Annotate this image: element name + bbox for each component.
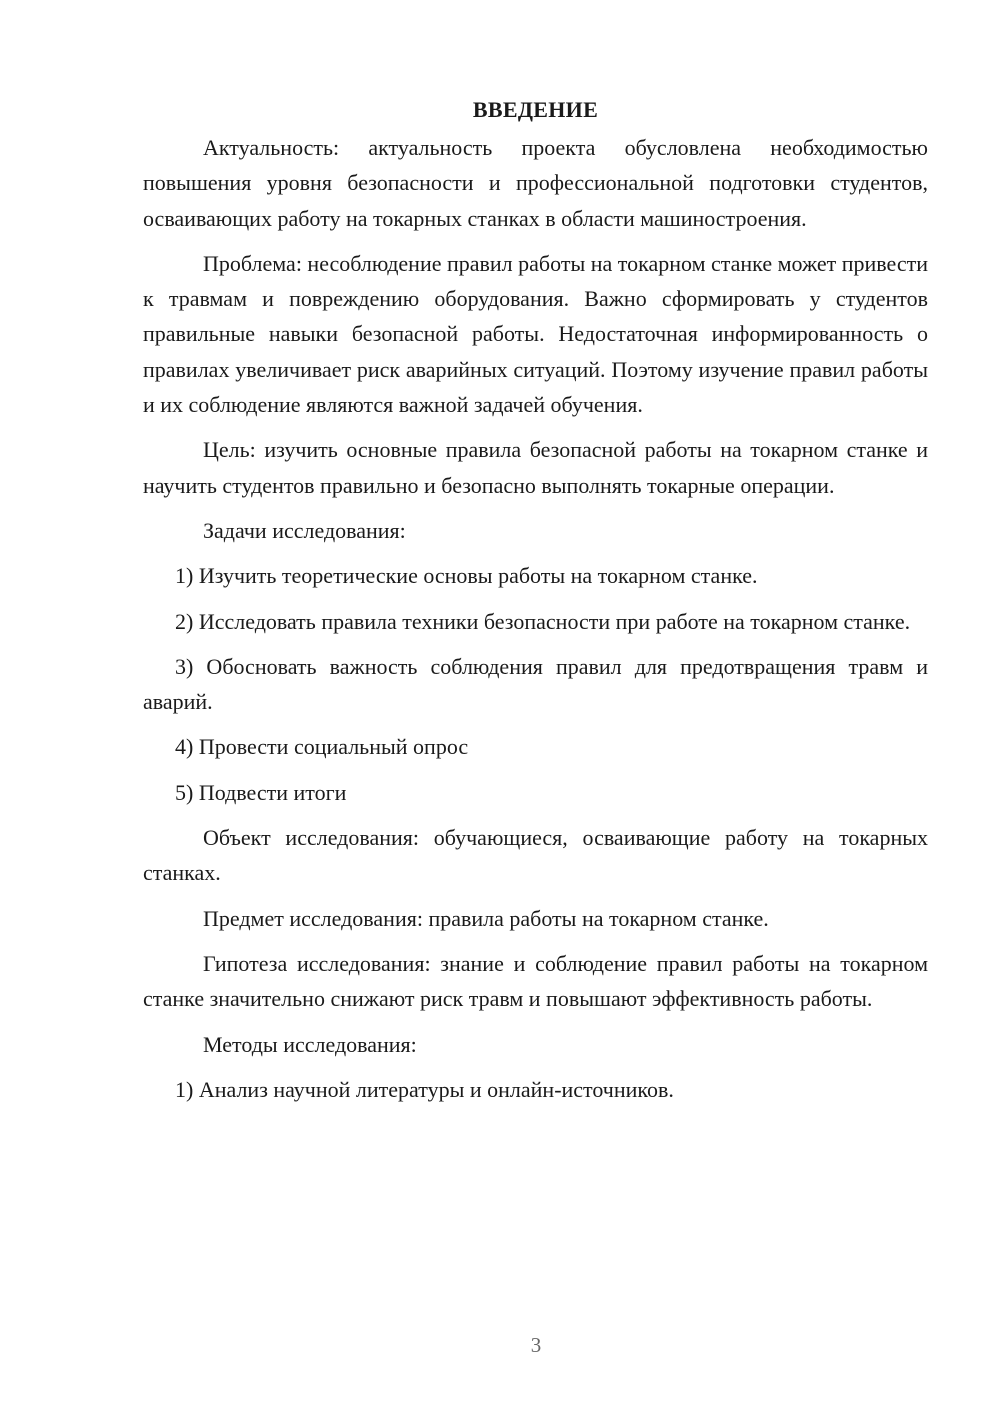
task-item-2: 2) Исследовать правила техники безопасности при работе на токарном станке. bbox=[175, 608, 911, 634]
paragraph-tasks-heading: Задачи исследования: bbox=[203, 517, 406, 543]
paragraph-hypothesis: Гипотеза исследования: знание и соблюдение правил работы на токарном станке значительно снижают риск травм и повышают эффективность работы. bbox=[143, 950, 928, 1012]
page-number: 3 bbox=[530, 1333, 542, 1357]
paragraph-methods-heading: Методы исследования: bbox=[203, 1031, 417, 1057]
task-item-1: 1) Изучить теоретические основы работы на токарном станке. bbox=[175, 563, 758, 589]
section-title: ВВЕДЕНИЕ bbox=[472, 97, 599, 122]
document-page bbox=[143, 92, 928, 1117]
method-item-1: 1) Анализ научной литературы и онлайн-источников. bbox=[175, 1076, 674, 1102]
task-item-4: 4) Провести социальный опрос bbox=[175, 734, 469, 760]
paragraph-object: Объект исследования: обучающиеся, осваивающие работу на токарных станках. bbox=[143, 825, 928, 886]
paragraph-relevance: Актуальность: актуальность проекта обусловлена необходимостью повышения уровня безопасности и профессиональной подготовки студентов, осваивающих работу на токарных станках в области машиностроения. bbox=[143, 135, 928, 231]
paragraph-subject: Предмет исследования: правила работы на токарном станке. bbox=[203, 905, 769, 931]
paragraph-goal: Цель: изучить основные правила безопасной работы на токарном станке и научить студентов правильно и безопасно выполнять токарные операции. bbox=[143, 437, 928, 498]
task-item-3: 3) Обосновать важность соблюдения правил для предотвращения травм и аварий. bbox=[143, 653, 928, 715]
paragraph-problem: Проблема: несоблюдение правил работы на токарном станке может привести к травмам и повреждению оборудования. Важно сформировать у студентов правильные навыки безопасной работы. Недостаточная информированность о правилах увеличивает риск аварийных ситуаций. Поэтому изучение правил работы и их соблюдение являются важной задачей обучения. bbox=[143, 250, 929, 418]
task-item-5: 5) Подвести итоги bbox=[175, 779, 347, 805]
